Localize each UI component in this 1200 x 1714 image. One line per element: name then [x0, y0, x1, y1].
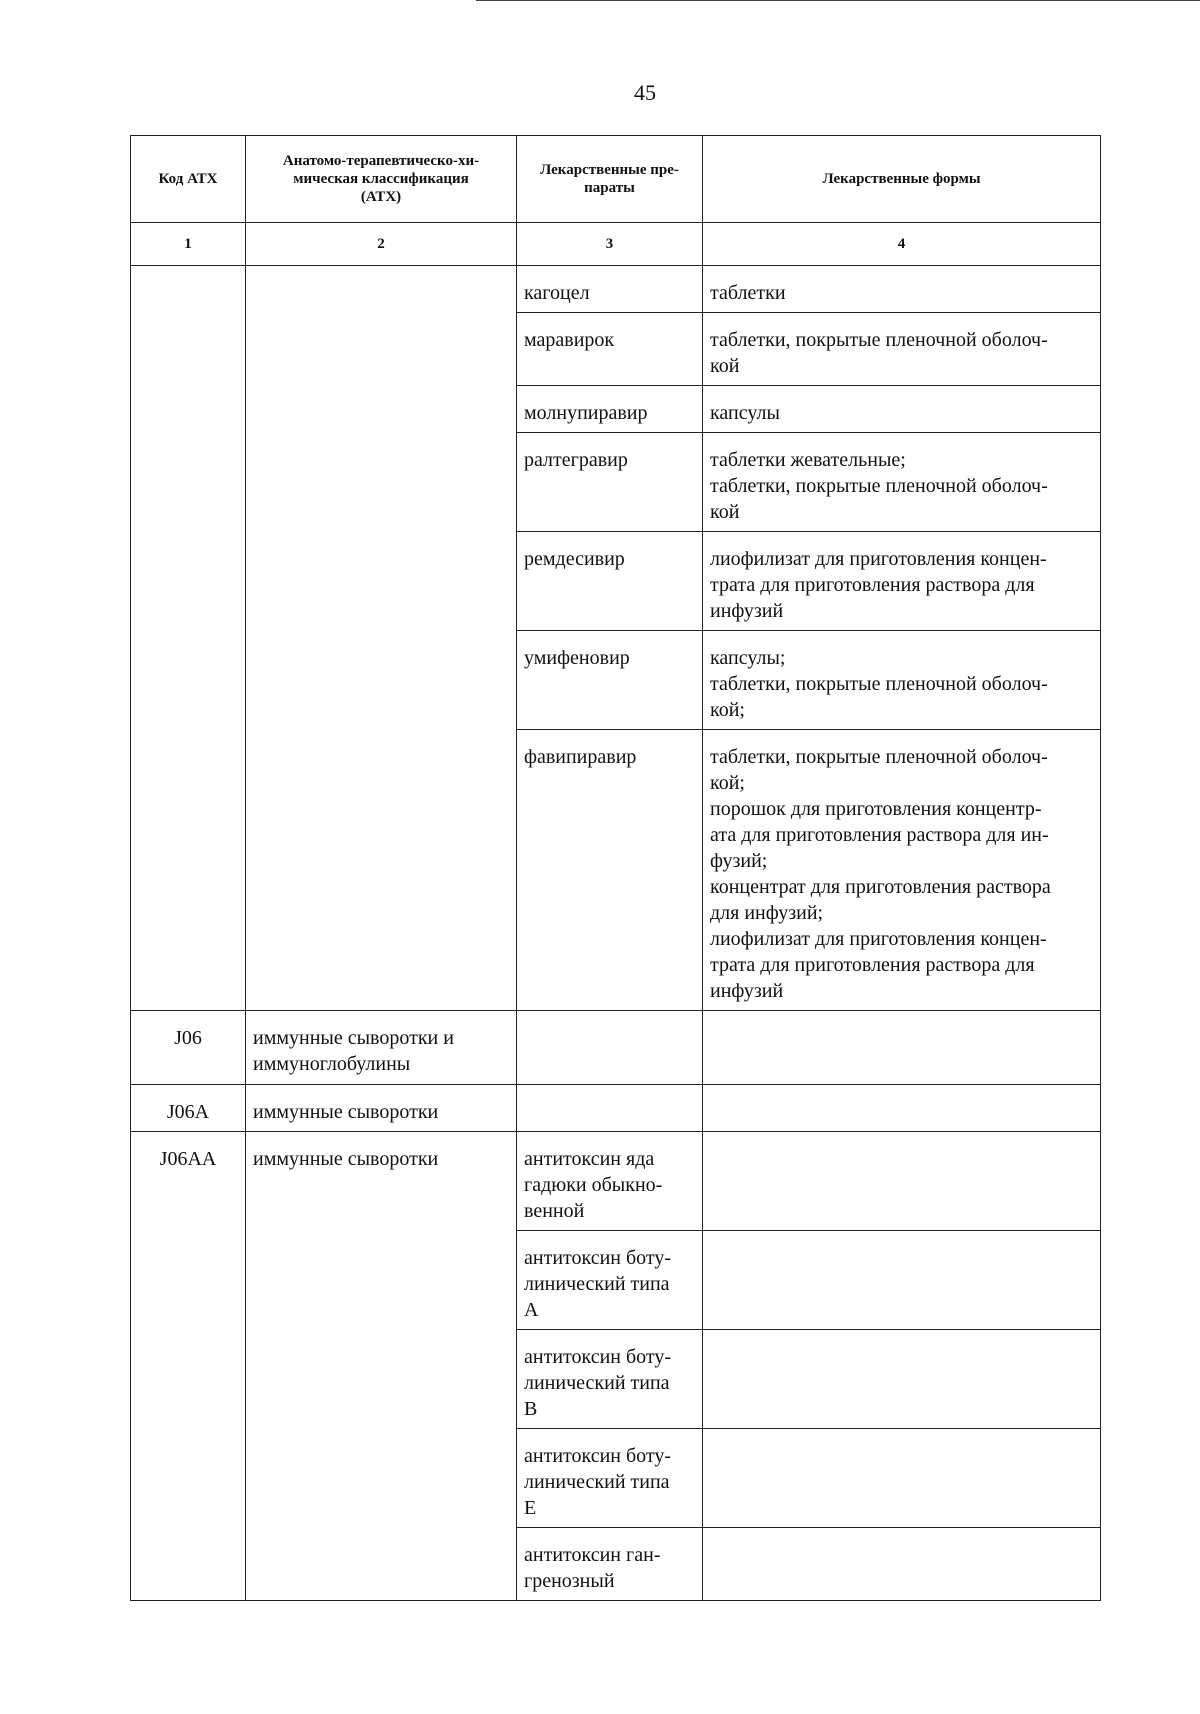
drug-forms: [703, 1429, 1101, 1528]
column-number: 3: [517, 223, 703, 266]
atx-classification: иммунные сыворотки и иммуноглобулины: [246, 1011, 517, 1085]
atx-code: J06AA: [131, 1132, 246, 1601]
drug-name: фавипиравир: [517, 730, 703, 1011]
empty-classification-cell: [246, 266, 517, 1011]
empty-drug-cell: [517, 1011, 703, 1085]
header-classification: Анатомо-терапевтическо-хи- мическая классификация (АТХ): [246, 136, 517, 223]
column-number: 1: [131, 223, 246, 266]
atx-code: J06: [131, 1011, 246, 1085]
drug-forms: [703, 1132, 1101, 1231]
table-row: [131, 1085, 1101, 1132]
column-number-row: [131, 223, 1101, 266]
drug-forms: [703, 1330, 1101, 1429]
drug-name: антитоксин ган- гренозный: [517, 1528, 703, 1601]
empty-forms-cell: [703, 1011, 1101, 1085]
drug-name: ремдесивир: [517, 532, 703, 631]
drug-forms: капсулы: [703, 386, 1101, 433]
empty-drug-cell: [517, 1085, 703, 1132]
drug-forms: таблетки: [703, 266, 1101, 313]
drug-name: ралтегравир: [517, 433, 703, 532]
drug-name: антитоксин яда гадюки обыкно- венной: [517, 1132, 703, 1231]
table-row: [131, 1132, 1101, 1231]
header-code: Код АТХ: [131, 136, 246, 223]
drug-forms: лиофилизат для приготовления концен- трата для приготовления раствора для инфузий: [703, 532, 1101, 631]
header-forms: Лекарственные формы: [703, 136, 1101, 223]
drug-forms: таблетки, покрытые пленочной оболоч- кой; порошок для приготовления концентр- ата для приготовления раствора для ин- фузий; концентрат для приготовления раствора для инфузий; лиофилизат для приготовления концен- трата для приготовления раствора для инфузий: [703, 730, 1101, 1011]
atx-classification: иммунные сыворотки: [246, 1132, 517, 1601]
header-drugs: Лекарственные пре- параты: [517, 136, 703, 223]
drug-forms: капсулы; таблетки, покрытые пленочной оболоч- кой;: [703, 631, 1101, 730]
drug-name: маравирок: [517, 313, 703, 386]
drug-name: антитоксин боту- линический типа А: [517, 1231, 703, 1330]
atx-classification: иммунные сыворотки: [246, 1085, 517, 1132]
table-row: [131, 1011, 1101, 1085]
page-number: 45: [634, 80, 656, 105]
drug-name: антитоксин боту- линический типа В: [517, 1330, 703, 1429]
drug-name: кагоцел: [517, 266, 703, 313]
atx-code: J06A: [131, 1085, 246, 1132]
column-number: 2: [246, 223, 517, 266]
drug-forms: [703, 1528, 1101, 1601]
header-row: [131, 136, 1101, 223]
drug-forms: таблетки, покрытые пленочной оболоч- кой: [703, 313, 1101, 386]
empty-forms-cell: [703, 1085, 1101, 1132]
top-rule: [476, 0, 1200, 1]
table-row: [131, 266, 1101, 313]
drug-forms: [703, 1231, 1101, 1330]
atx-table: [130, 135, 1101, 1601]
drug-name: антитоксин боту- линический типа Е: [517, 1429, 703, 1528]
column-number: 4: [703, 223, 1101, 266]
drug-name: молнупиравир: [517, 386, 703, 433]
empty-code-cell: [131, 266, 246, 1011]
drug-name: умифеновир: [517, 631, 703, 730]
drug-forms: таблетки жевательные; таблетки, покрытые пленочной оболоч- кой: [703, 433, 1101, 532]
